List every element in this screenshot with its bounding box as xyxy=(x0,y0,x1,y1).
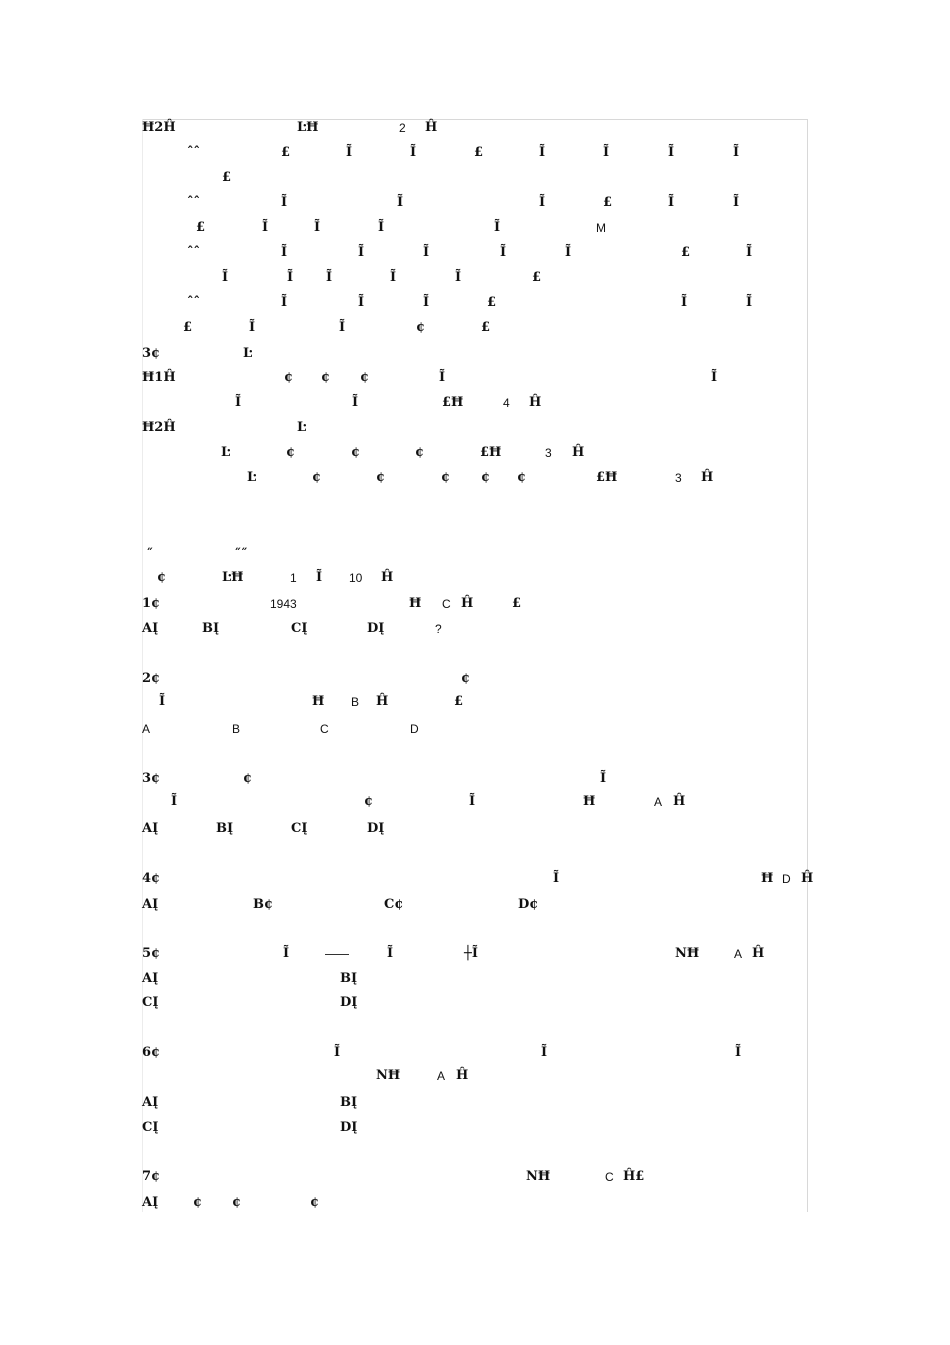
text-fragment-l6-4: Ĩ xyxy=(500,245,507,260)
text-fragment-l7-1: Ĩ xyxy=(287,270,294,285)
text-fragment-l8-6: Ĩ xyxy=(746,295,753,310)
text-fragment-l13-0: Ħ2Ĥ xyxy=(142,420,176,435)
text-fragment-l28-6: Ĥ xyxy=(752,946,765,961)
text-fragment-l21-3: Ĥ xyxy=(376,694,389,709)
text-fragment-l22-0: A xyxy=(142,722,151,736)
text-fragment-l17-5: Ĥ xyxy=(381,570,394,585)
text-fragment-l15-5: ¢ xyxy=(517,470,527,485)
text-fragment-l34-1: DĮ xyxy=(340,1120,358,1135)
text-fragment-l8-0: ˆˆ xyxy=(187,295,200,310)
text-fragment-l2-1: £ xyxy=(281,145,291,160)
text-fragment-l25-2: CĮ xyxy=(291,821,308,836)
text-fragment-l6-7: Ĩ xyxy=(746,245,753,260)
text-fragment-l27-2: C¢ xyxy=(384,897,404,912)
text-fragment-l2-6: Ĩ xyxy=(603,145,610,160)
text-fragment-l8-3: Ĩ xyxy=(423,295,430,310)
text-fragment-l35-3: Ĥ£ xyxy=(623,1169,645,1184)
text-fragment-l26-3: D xyxy=(782,872,791,886)
text-fragment-l17-0: ¢ xyxy=(157,570,167,585)
text-fragment-l15-4: ¢ xyxy=(481,470,491,485)
text-fragment-l26-0: 4¢ xyxy=(142,871,161,886)
text-fragment-l17-2: 1 xyxy=(290,571,297,585)
text-fragment-l14-3: ¢ xyxy=(415,445,425,460)
text-fragment-l19-4: ? xyxy=(435,622,442,636)
text-fragment-l5-1: Ĩ xyxy=(262,220,269,235)
text-fragment-l15-1: ¢ xyxy=(312,470,322,485)
text-fragment-l35-2: C xyxy=(605,1170,614,1184)
text-fragment-l11-1: ¢ xyxy=(284,370,294,385)
text-fragment-l4-3: Ĩ xyxy=(539,195,546,210)
text-fragment-l11-2: ¢ xyxy=(321,370,331,385)
text-fragment-l21-4: £ xyxy=(454,694,464,709)
text-fragment-l36-1: ¢ xyxy=(193,1195,203,1210)
text-fragment-l33-1: BĮ xyxy=(340,1095,358,1110)
text-fragment-l28-0: 5¢ xyxy=(142,946,161,961)
text-fragment-l18-1: 1943 xyxy=(270,597,297,611)
text-fragment-l12-2: £Ħ xyxy=(442,395,464,410)
text-fragment-l27-1: B¢ xyxy=(253,897,274,912)
text-fragment-l36-3: ¢ xyxy=(310,1195,320,1210)
text-fragment-l34-0: CĮ xyxy=(142,1120,159,1135)
text-fragment-l7-0: Ĩ xyxy=(222,270,229,285)
text-fragment-l11-0: Ħ1Ĥ xyxy=(142,370,176,385)
text-fragment-l25-3: DĮ xyxy=(367,821,385,836)
text-fragment-l29-1: BĮ xyxy=(340,971,358,986)
text-fragment-l19-0: AĮ xyxy=(142,621,159,636)
text-fragment-l8-5: Ĩ xyxy=(681,295,688,310)
text-fragment-l4-2: Ĩ xyxy=(397,195,404,210)
text-fragment-l23-0: 3¢ xyxy=(142,771,161,786)
text-fragment-l19-2: CĮ xyxy=(291,621,308,636)
text-fragment-l14-6: Ĥ xyxy=(572,445,585,460)
text-fragment-l26-1: Ĩ xyxy=(553,871,560,886)
text-fragment-l17-1: ĿĦ xyxy=(222,570,244,585)
text-fragment-l24-1: ¢ xyxy=(364,794,374,809)
text-fragment-l22-1: B xyxy=(232,722,241,736)
text-fragment-l15-6: £Ħ xyxy=(596,470,618,485)
text-fragment-l11-3: ¢ xyxy=(360,370,370,385)
text-fragment-l26-4: Ĥ xyxy=(801,871,814,886)
text-fragment-l6-0: ˆˆ xyxy=(187,245,200,260)
text-fragment-l18-3: C xyxy=(442,597,451,611)
text-fragment-l31-3: Ĩ xyxy=(735,1045,742,1060)
text-fragment-l23-2: Ĩ xyxy=(600,771,607,786)
text-fragment-l18-5: £ xyxy=(512,596,522,611)
text-fragment-l18-2: Ħ xyxy=(409,596,422,611)
text-fragment-l9-2: Ĩ xyxy=(339,320,346,335)
text-fragment-l32-0: NĦ xyxy=(376,1068,401,1083)
text-fragment-l15-7: 3 xyxy=(675,471,682,485)
text-fragment-l21-2: B xyxy=(351,695,360,709)
text-fragment-l2-8: Ĩ xyxy=(733,145,740,160)
text-fragment-l12-1: Ĩ xyxy=(352,395,359,410)
text-fragment-l23-1: ¢ xyxy=(243,771,253,786)
text-fragment-l35-0: 7¢ xyxy=(142,1169,161,1184)
text-fragment-l1-1: ĿĦ xyxy=(297,120,319,135)
text-fragment-l9-3: ¢ xyxy=(416,320,426,335)
text-fragment-l6-2: Ĩ xyxy=(358,245,365,260)
text-fragment-l2-4: £ xyxy=(474,145,484,160)
text-fragment-l16-0: ˝ xyxy=(146,547,153,562)
text-fragment-l4-6: Ĩ xyxy=(733,195,740,210)
page-frame-right-edge xyxy=(807,119,808,1212)
text-fragment-l6-1: Ĩ xyxy=(281,245,288,260)
text-fragment-l20-1: ¢ xyxy=(461,671,471,686)
text-fragment-l4-4: £ xyxy=(603,195,613,210)
text-fragment-l16-1: ˝˝ xyxy=(234,547,247,562)
text-fragment-l19-3: DĮ xyxy=(367,621,385,636)
text-fragment-l28-4: NĦ xyxy=(675,946,700,961)
text-fragment-l8-2: Ĩ xyxy=(358,295,365,310)
text-fragment-l32-2: Ĥ xyxy=(456,1068,469,1083)
text-fragment-l24-2: Ĩ xyxy=(469,794,476,809)
text-fragment-l36-2: ¢ xyxy=(232,1195,242,1210)
text-fragment-l20-0: 2¢ xyxy=(142,671,161,686)
text-fragment-l14-1: ¢ xyxy=(286,445,296,460)
text-fragment-l7-5: £ xyxy=(532,270,542,285)
text-fragment-l15-8: Ĥ xyxy=(701,470,714,485)
text-fragment-l5-0: £ xyxy=(196,220,206,235)
text-fragment-l3-0: £ xyxy=(222,170,232,185)
text-fragment-l30-1: DĮ xyxy=(340,995,358,1010)
text-fragment-l27-3: D¢ xyxy=(518,897,539,912)
text-fragment-l2-5: Ĩ xyxy=(539,145,546,160)
text-fragment-l31-2: Ĩ xyxy=(541,1045,548,1060)
text-fragment-l7-2: Ĩ xyxy=(326,270,333,285)
text-fragment-l19-1: BĮ xyxy=(202,621,220,636)
text-fragment-l28-3: ┼Ĩ xyxy=(464,946,478,961)
text-fragment-l15-0: Ŀ xyxy=(247,470,257,485)
text-fragment-l28-2: Ĩ xyxy=(387,946,394,961)
text-fragment-l12-0: Ĩ xyxy=(235,395,242,410)
text-fragment-l21-1: Ħ xyxy=(312,694,325,709)
text-fragment-l4-1: Ĩ xyxy=(281,195,288,210)
text-fragment-l33-0: AĮ xyxy=(142,1095,159,1110)
text-fragment-l11-4: Ĩ xyxy=(439,370,446,385)
text-fragment-l14-2: ¢ xyxy=(351,445,361,460)
text-fragment-l5-5: M xyxy=(596,221,606,235)
text-fragment-l11-5: Ĩ xyxy=(711,370,718,385)
text-fragment-l12-4: Ĥ xyxy=(529,395,542,410)
text-fragment-l28-5: A xyxy=(734,947,743,961)
text-fragment-l6-5: Ĩ xyxy=(565,245,572,260)
text-fragment-l7-3: Ĩ xyxy=(390,270,397,285)
text-fragment-l31-1: Ĩ xyxy=(334,1045,341,1060)
text-fragment-l8-4: £ xyxy=(487,295,497,310)
text-fragment-l29-0: AĮ xyxy=(142,971,159,986)
text-fragment-l13-1: Ŀ xyxy=(297,420,307,435)
text-fragment-l1-0: Ħ2Ĥ xyxy=(142,120,176,135)
text-fragment-l32-1: A xyxy=(437,1069,446,1083)
text-fragment-l4-5: Ĩ xyxy=(668,195,675,210)
text-fragment-l28-1: Ĩ xyxy=(283,946,290,961)
text-fragment-l10-0: 3¢ xyxy=(142,346,161,361)
text-fragment-l6-3: Ĩ xyxy=(423,245,430,260)
text-fragment-l24-0: Ĩ xyxy=(171,794,178,809)
text-fragment-l36-0: AĮ xyxy=(142,1195,159,1210)
text-fragment-l26-2: Ħ xyxy=(761,871,774,886)
text-fragment-l27-0: AĮ xyxy=(142,897,159,912)
text-fragment-l24-3: Ħ xyxy=(583,794,596,809)
text-fragment-l10-1: Ŀ xyxy=(243,346,253,361)
text-fragment-l17-4: 10 xyxy=(349,571,363,585)
text-fragment-l2-2: Ĩ xyxy=(346,145,353,160)
text-fragment-l2-7: Ĩ xyxy=(668,145,675,160)
text-fragment-l18-4: Ĥ xyxy=(461,596,474,611)
text-fragment-l18-0: 1¢ xyxy=(142,596,161,611)
text-fragment-l8-1: Ĩ xyxy=(281,295,288,310)
text-fragment-l24-5: Ĥ xyxy=(673,794,686,809)
text-fragment-l5-3: Ĩ xyxy=(378,220,385,235)
text-fragment-l14-0: Ŀ xyxy=(221,445,231,460)
text-fragment-l14-5: 3 xyxy=(545,446,552,460)
text-fragment-l9-1: Ĩ xyxy=(249,320,256,335)
text-fragment-l2-3: Ĩ xyxy=(410,145,417,160)
text-fragment-l30-0: CĮ xyxy=(142,995,159,1010)
text-fragment-l21-0: Ĩ xyxy=(159,694,166,709)
text-fragment-l25-0: AĮ xyxy=(142,821,159,836)
text-fragment-l5-4: Ĩ xyxy=(494,220,501,235)
text-fragment-l7-4: Ĩ xyxy=(455,270,462,285)
text-fragment-l31-0: 6¢ xyxy=(142,1045,161,1060)
text-fragment-l25-1: BĮ xyxy=(216,821,234,836)
text-fragment-l22-2: C xyxy=(320,722,329,736)
page-frame-top-edge xyxy=(142,119,808,120)
text-fragment-l35-1: NĦ xyxy=(526,1169,551,1184)
text-fragment-l15-2: ¢ xyxy=(376,470,386,485)
text-fragment-l14-4: £Ħ xyxy=(480,445,502,460)
text-fragment-l1-2: 2 xyxy=(399,121,406,135)
text-fragment-l2-0: ˆˆ xyxy=(187,145,200,160)
text-fragment-l9-4: £ xyxy=(481,320,491,335)
text-fragment-l4-0: ˆˆ xyxy=(187,195,200,210)
text-fragment-l24-4: A xyxy=(654,795,663,809)
text-fragment-l12-3: 4 xyxy=(503,396,510,410)
text-fragment-l1-3: Ĥ xyxy=(425,120,438,135)
text-fragment-l5-2: Ĩ xyxy=(314,220,321,235)
blank-underline xyxy=(325,954,349,955)
text-fragment-l6-6: £ xyxy=(681,245,691,260)
text-fragment-l15-3: ¢ xyxy=(441,470,451,485)
text-fragment-l22-3: D xyxy=(410,722,419,736)
text-fragment-l17-3: Ĩ xyxy=(316,570,323,585)
text-fragment-l9-0: £ xyxy=(183,320,193,335)
